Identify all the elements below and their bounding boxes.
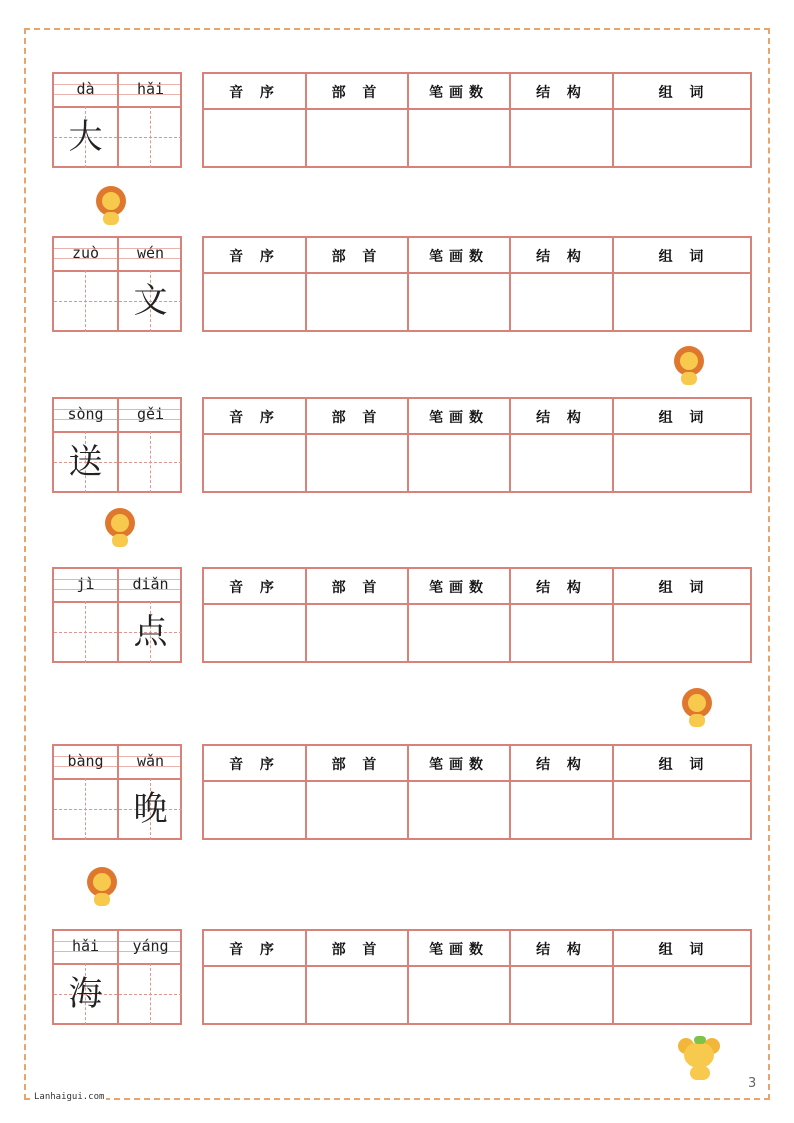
table-column[interactable] (307, 399, 409, 491)
hanzi (54, 778, 117, 840)
table-column[interactable] (614, 238, 754, 330)
writing-cell[interactable] (54, 963, 117, 1025)
table-column[interactable] (409, 569, 511, 661)
column-header: 部 首 (331, 757, 383, 773)
writing-cell[interactable] (119, 778, 182, 840)
page-number: 3 (748, 1076, 757, 1091)
table-column[interactable] (614, 746, 754, 838)
hanzi: 海 (68, 974, 103, 1014)
lion-icon (85, 867, 119, 907)
pinyin: jì (76, 575, 95, 593)
column-header: 笔画数 (429, 580, 489, 596)
word-row (52, 72, 752, 170)
table-column[interactable] (511, 931, 614, 1023)
hanzi (54, 601, 117, 663)
writing-cell[interactable] (119, 963, 182, 1025)
column-header: 音 序 (229, 410, 280, 426)
column-header: 部 首 (331, 942, 383, 958)
info-table (202, 567, 752, 663)
writing-cell[interactable] (119, 270, 182, 332)
table-column[interactable] (204, 399, 307, 491)
lion-icon (680, 688, 714, 728)
info-table (202, 236, 752, 332)
column-header: 音 序 (229, 942, 280, 958)
column-header: 笔画数 (429, 942, 489, 958)
site-url: Lanhaigui.com (34, 1092, 105, 1102)
hanzi (119, 106, 182, 168)
table-column[interactable] (204, 569, 307, 661)
column-header: 组 词 (658, 580, 710, 596)
writing-cell[interactable] (54, 431, 117, 493)
table-column[interactable] (614, 569, 754, 661)
tianzige-box (52, 236, 182, 332)
column-header: 音 序 (229, 580, 280, 596)
table-column[interactable] (511, 569, 614, 661)
hanzi: 晚 (133, 789, 168, 829)
column-header: 结 构 (536, 942, 587, 958)
writing-cell[interactable] (54, 601, 117, 663)
table-column[interactable] (614, 931, 754, 1023)
writing-cell[interactable] (119, 106, 182, 168)
column-header: 结 构 (536, 580, 587, 596)
column-header: 结 构 (536, 410, 587, 426)
table-column[interactable] (204, 931, 307, 1023)
column-header: 笔画数 (429, 757, 489, 773)
tianzige-box (52, 397, 182, 493)
pinyin: diǎn (132, 575, 169, 593)
table-column[interactable] (409, 238, 511, 330)
pinyin: yáng (132, 937, 169, 955)
hanzi (119, 963, 182, 1025)
pinyin: bàng (67, 752, 104, 770)
column-header: 笔画数 (429, 410, 489, 426)
info-table (202, 744, 752, 840)
lion-icon (672, 346, 706, 386)
hanzi: 文 (133, 281, 168, 321)
table-column[interactable] (409, 746, 511, 838)
tianzige-box (52, 744, 182, 840)
pinyin: sòng (67, 405, 104, 423)
pinyin: wǎn (136, 752, 165, 770)
column-header: 部 首 (331, 580, 383, 596)
tianzige-box (52, 567, 182, 663)
column-header: 部 首 (331, 410, 383, 426)
column-header: 组 词 (658, 942, 710, 958)
table-column[interactable] (307, 746, 409, 838)
pinyin: gěi (136, 405, 165, 423)
writing-cell[interactable] (54, 270, 117, 332)
table-column[interactable] (307, 931, 409, 1023)
column-header: 音 序 (229, 249, 280, 265)
lion-icon (94, 186, 128, 226)
info-table (202, 72, 752, 168)
hanzi: 点 (133, 612, 168, 652)
column-header: 结 构 (536, 85, 587, 101)
hanzi: 大 (68, 117, 103, 157)
table-column[interactable] (511, 238, 614, 330)
column-header: 组 词 (658, 757, 710, 773)
column-header: 组 词 (658, 410, 710, 426)
word-row (52, 567, 752, 665)
column-header: 部 首 (331, 249, 383, 265)
table-column[interactable] (307, 569, 409, 661)
word-row (52, 236, 752, 334)
column-header: 结 构 (536, 757, 587, 773)
word-row (52, 744, 752, 842)
hanzi (119, 431, 182, 493)
lion-icon (103, 508, 137, 548)
hanzi (54, 270, 117, 332)
word-row (52, 929, 752, 1027)
writing-cell[interactable] (54, 778, 117, 840)
table-column[interactable] (409, 931, 511, 1023)
column-header: 笔画数 (429, 85, 489, 101)
pinyin: hǎi (136, 80, 165, 98)
writing-cell[interactable] (119, 431, 182, 493)
table-column[interactable] (614, 74, 754, 166)
table-column[interactable] (204, 74, 307, 166)
info-table (202, 929, 752, 1025)
table-column[interactable] (614, 399, 754, 491)
table-column[interactable] (511, 399, 614, 491)
column-header: 结 构 (536, 249, 587, 265)
column-header: 笔画数 (429, 249, 489, 265)
word-row (52, 397, 752, 495)
table-column[interactable] (307, 238, 409, 330)
pinyin: wén (136, 244, 165, 262)
table-column[interactable] (511, 74, 614, 166)
column-header: 音 序 (229, 757, 280, 773)
table-column[interactable] (204, 238, 307, 330)
column-header: 音 序 (229, 85, 280, 101)
tianzige-box (52, 72, 182, 168)
mouse-icon (676, 1036, 724, 1082)
table-column[interactable] (409, 74, 511, 166)
pinyin: zuò (71, 244, 100, 262)
column-header: 组 词 (658, 85, 710, 101)
table-column[interactable] (204, 746, 307, 838)
writing-cell[interactable] (119, 601, 182, 663)
table-column[interactable] (511, 746, 614, 838)
tianzige-box (52, 929, 182, 1025)
info-table (202, 397, 752, 493)
table-column[interactable] (307, 74, 409, 166)
pinyin: hǎi (71, 937, 100, 955)
pinyin: dà (76, 80, 95, 98)
hanzi: 送 (68, 442, 103, 482)
column-header: 部 首 (331, 85, 383, 101)
column-header: 组 词 (658, 249, 710, 265)
table-column[interactable] (409, 399, 511, 491)
writing-cell[interactable] (54, 106, 117, 168)
